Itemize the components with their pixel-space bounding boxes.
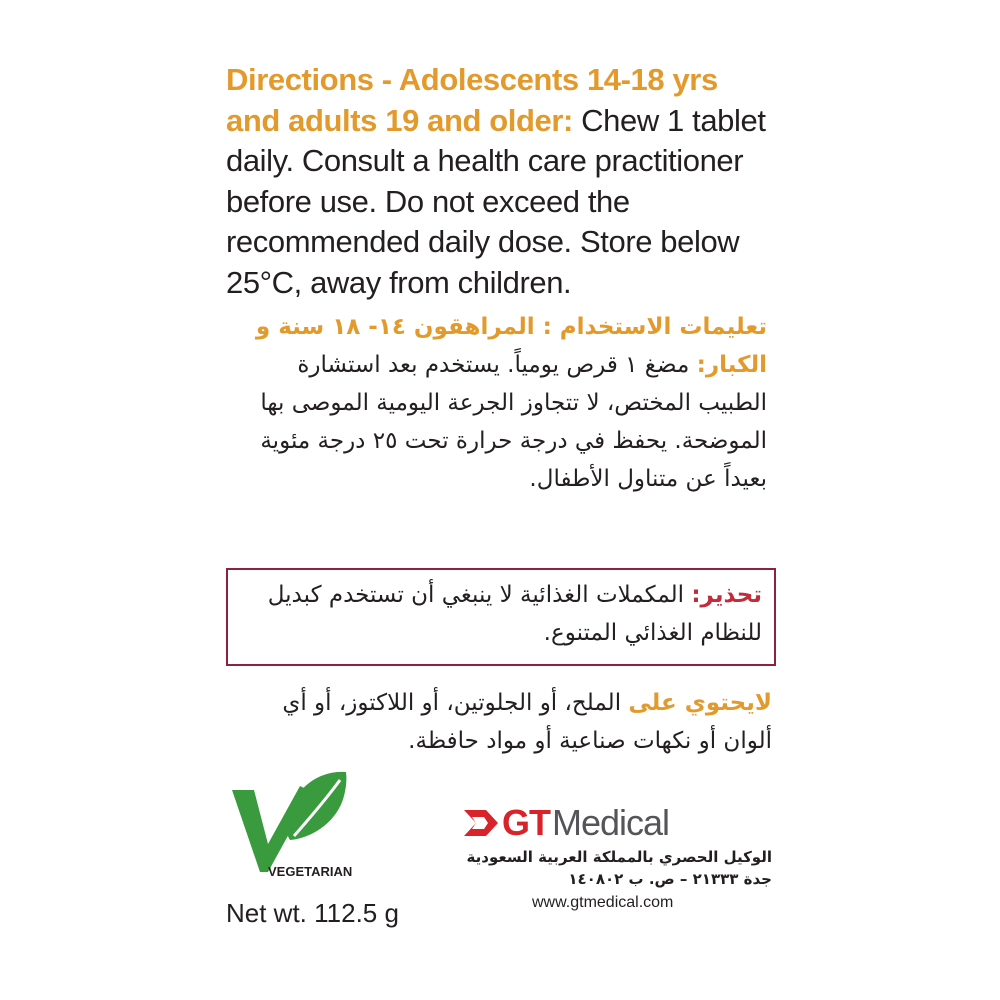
vegetarian-logo <box>228 768 368 884</box>
label-panel <box>226 60 782 928</box>
warning-label: تحذير: <box>691 582 762 608</box>
distributor-website: www.gtmedical.com <box>532 894 674 911</box>
gt-swoosh-icon <box>462 806 500 840</box>
warning-box <box>226 568 776 666</box>
arabic-directions-heading: تعليمات الاستخدام : المراهقون ١٤- ١٨ سنة و الكبار: <box>255 314 767 378</box>
arabic-directions-body: مضغ ١ قرص يومياً. يستخدم بعد استشارة الطبيب المختص، لا تتجاوز الجرعة اليومية الموصى بها الموضحة. يحفظ في درجة حرارة تحت ٢٥ درجة مئوية بعيداً عن متناول الأطفال. <box>260 352 767 492</box>
free-from-statement <box>227 684 772 760</box>
gt-logo-word: Medical <box>552 802 670 843</box>
vegetarian-label: VEGETARIAN <box>268 864 353 879</box>
gt-logo-letters: GT <box>502 802 550 843</box>
warning-text <box>236 576 762 652</box>
warning-body: المكملات الغذائية لا ينبغي أن تستخدم كبديل للنظام الغذائي المتنوع. <box>267 582 762 646</box>
english-directions <box>226 60 771 303</box>
net-weight: Net wt. 112.5 g <box>226 898 399 928</box>
arabic-directions <box>227 308 767 498</box>
distributor-arabic-line-2: جدة ٢١٣٣٣ – ص. ب ١٤٠٨٠٢ <box>568 870 772 888</box>
gt-medical-logo <box>462 800 772 846</box>
distributor-arabic-line-1: الوكيل الحصري بالمملكة العربية السعودية <box>466 848 772 866</box>
free-from-label: لايحتوي على <box>628 690 772 716</box>
gt-medical-distributor <box>462 800 772 912</box>
free-from-body: الملح، أو الجلوتين، أو اللاكتوز، أو أي ألوان أو نكهات صناعية أو مواد حافظة. <box>282 690 772 754</box>
english-directions-heading: Directions - Adolescents 14-18 yrs and adults 19 and older: <box>226 62 718 138</box>
english-directions-body: Chew 1 tablet daily. Consult a health care practitioner before use. Do not exceed the recommended daily dose. Store below 25°C, away from children. <box>226 102 766 300</box>
